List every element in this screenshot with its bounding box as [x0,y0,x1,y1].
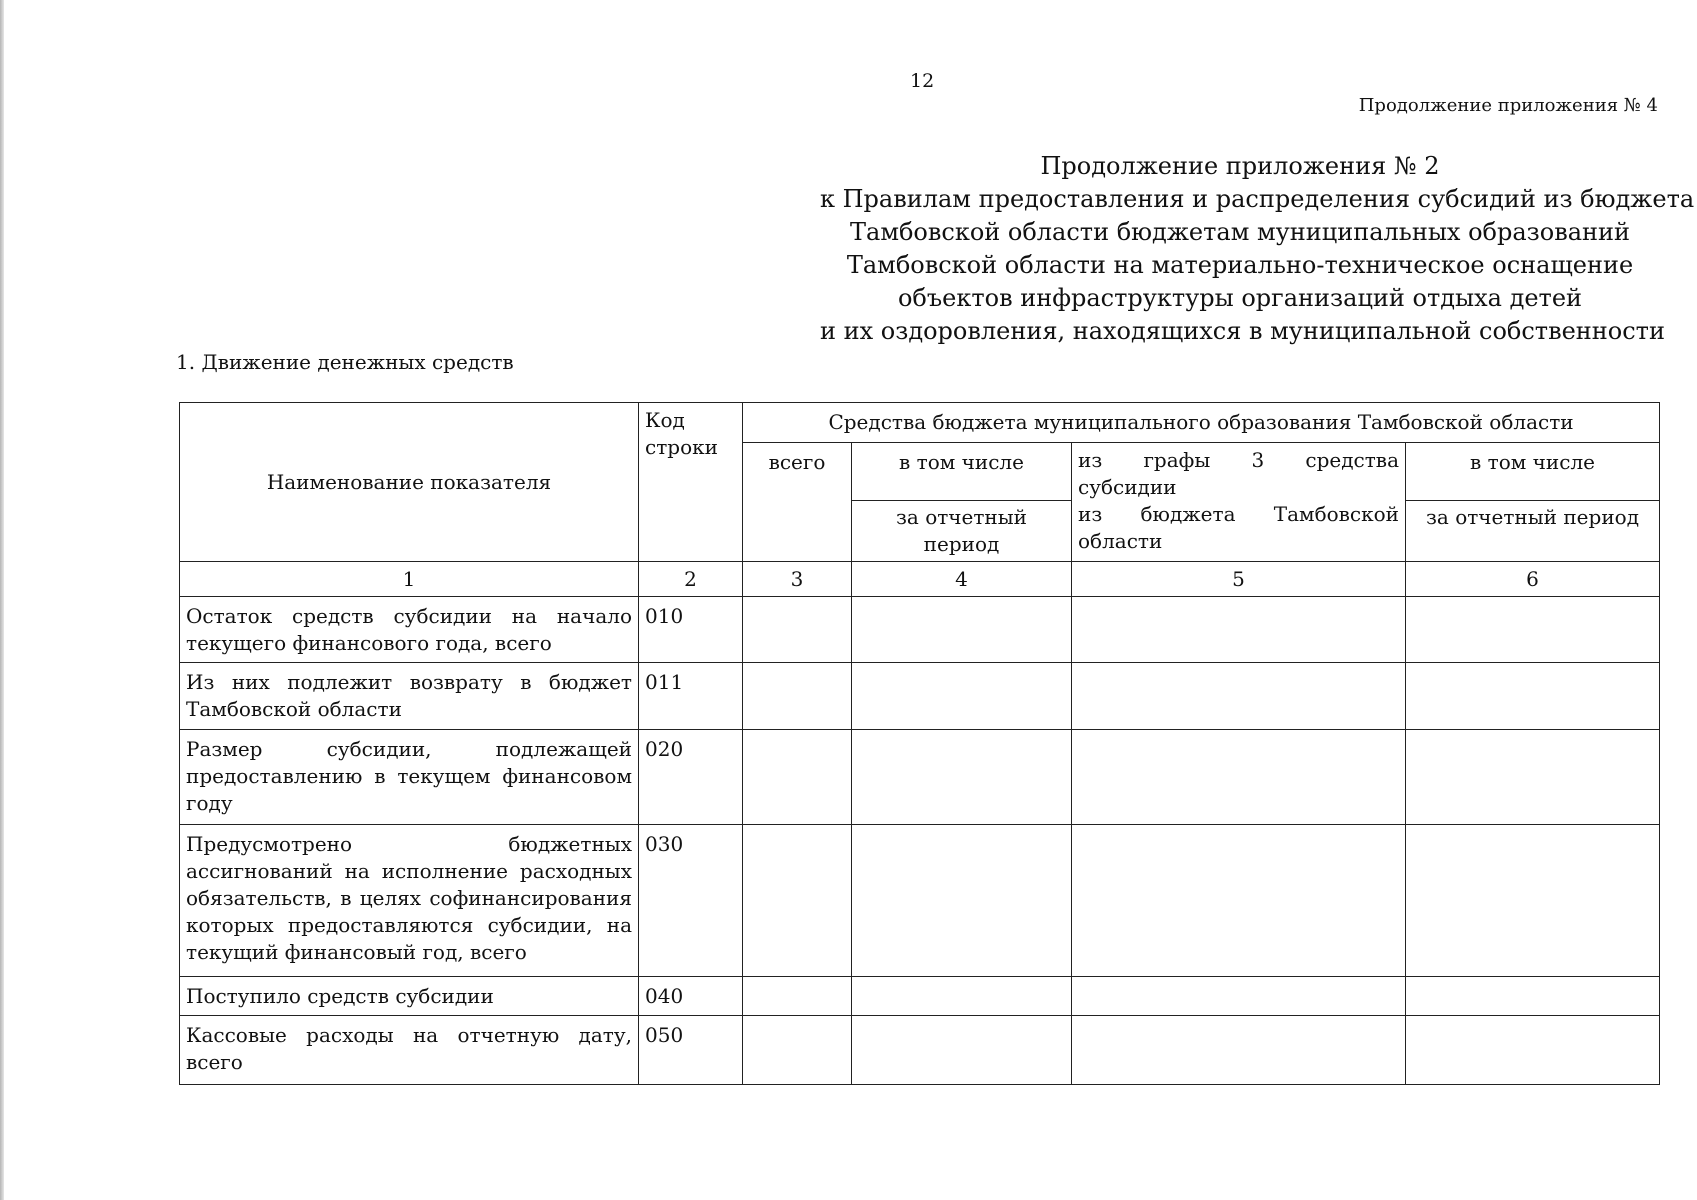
value-cell [743,825,852,977]
column-number-row [180,562,1660,597]
header-indicator-name: Наименование показателя [180,403,639,562]
header-municipal-budget: Средства бюджета муниципального образования Тамбовской области [743,403,1660,443]
value-cell [852,1016,1072,1085]
header-line: Тамбовской области бюджетам муниципальных образований [850,218,1630,246]
row-code: 030 [639,825,743,977]
header-line: и их оздоровления, находящихся в муниципальной собственности [820,317,1665,345]
row-name: Кассовые расходы на отчетную дату, всего [180,1016,639,1085]
value-cell [1072,1016,1406,1085]
column-number: 4 [852,562,1072,597]
scan-edge [0,0,4,1200]
value-cell [1072,663,1406,730]
column-number: 6 [1406,562,1660,597]
value-cell [852,663,1072,730]
value-cell [1072,730,1406,825]
column-number: 3 [743,562,852,597]
value-cell [1072,825,1406,977]
header-line: к Правилам предоставления и распределения субсидий из бюджета [820,185,1695,213]
value-cell [743,663,852,730]
row-name: Остаток средств субсидии на начало текущего финансового года, всего [180,597,639,663]
value-cell [1406,730,1660,825]
value-cell [1072,597,1406,663]
appendix-header [820,150,1695,348]
value-cell [1072,977,1406,1016]
header-subsidy-line: области [1078,529,1163,553]
value-cell [852,977,1072,1016]
value-cell [743,1016,852,1085]
value-cell [1406,977,1660,1016]
header-subsidy-line: из графы 3 средства субсидии [1078,448,1399,499]
continuation-note: Продолжение приложения № 4 [1358,95,1658,116]
header-total: всего [743,443,852,562]
row-code: 050 [639,1016,743,1085]
value-cell [743,730,852,825]
value-cell [1406,1016,1660,1085]
value-cell [743,977,852,1016]
cash-flow-table [179,402,1660,1085]
header-reporting-period-2: за отчетный период [1406,501,1660,562]
header-including: в том числе [852,443,1072,501]
value-cell [743,597,852,663]
column-number: 2 [639,562,743,597]
row-name: Размер субсидии, подлежащей предоставлению в текущем финансовом году [180,730,639,825]
row-name: Из них подлежит возврату в бюджет Тамбовской области [180,663,639,730]
column-number: 1 [180,562,639,597]
value-cell [1406,825,1660,977]
value-cell [852,825,1072,977]
table-row [180,597,1660,663]
row-code: 010 [639,597,743,663]
table-row [180,977,1660,1016]
column-number: 5 [1072,562,1406,597]
row-name: Предусмотрено бюджетных ассигнований на исполнение расходных обязательств, в целях софинансирования которых предоставляются субсидии, на текущий финансовый год, всего [180,825,639,977]
value-cell [1406,597,1660,663]
section-title: 1. Движение денежных средств [176,350,514,374]
row-code: 020 [639,730,743,825]
page-number: 12 [910,70,935,92]
row-code: 011 [639,663,743,730]
table-row [180,730,1660,825]
header-row-code: Код строки [639,403,743,562]
header-reporting-period: за отчетный период [852,501,1072,562]
header-subsidy-line: из бюджета Тамбовской [1078,502,1399,526]
row-code: 040 [639,977,743,1016]
header-line: объектов инфраструктуры организаций отдыха детей [897,284,1583,312]
header-subsidy-from-col3 [1072,443,1406,562]
value-cell [852,730,1072,825]
header-including-2: в том числе [1406,443,1660,501]
header-line: Тамбовской области на материально-техническое оснащение [846,251,1634,279]
table-row [180,825,1660,977]
value-cell [852,597,1072,663]
table-row [180,663,1660,730]
table-row [180,1016,1660,1085]
row-name: Поступило средств субсидии [180,977,639,1016]
value-cell [1406,663,1660,730]
header-line: Продолжение приложения № 2 [1040,152,1440,180]
